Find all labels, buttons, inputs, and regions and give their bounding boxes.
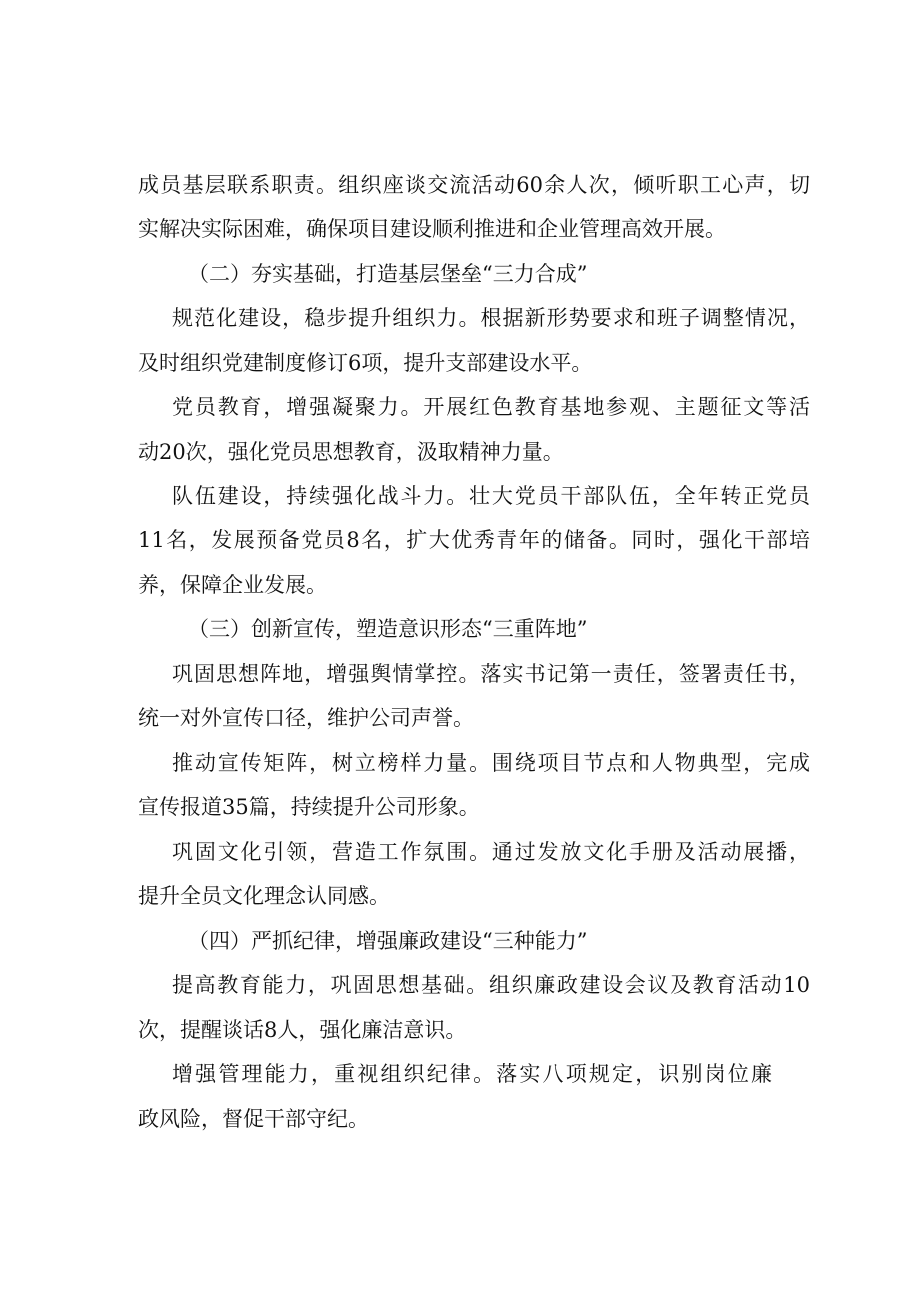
- paragraph-line: 增强管理能力，重视组织纪律。落实八项规定，识别岗位廉: [172, 1062, 772, 1086]
- paragraph-line: 及时组织党建制度修订6项，提升支部建设水平。: [138, 351, 593, 375]
- paragraph-line: 队伍建设，持续强化战斗力。壮大党员干部队伍，全年转正党员: [172, 484, 810, 508]
- paragraph-line: 成员基层联系职责。组织座谈交流活动60余人次，倾听职工心声，切: [138, 173, 810, 197]
- paragraph-line: 巩固思想阵地，增强舆情掌控。落实书记第一责任，签署责任书，: [172, 662, 810, 686]
- section-heading-3: （三）创新宣传，塑造意识形态“三重阵地”: [188, 617, 588, 641]
- paragraph-line: 养，保障企业发展。: [138, 573, 327, 597]
- paragraph-line: 次，提醒谈话8人，强化廉洁意识。: [138, 1018, 467, 1042]
- paragraph-line: 统一对外宣传口径，维护公司声誉。: [138, 706, 474, 730]
- paragraph-line: 巩固文化引领，营造工作氛围。通过发放文化手册及活动展播，: [172, 840, 810, 864]
- paragraph-line: 动20次，强化党员思想教育，汲取精神力量。: [138, 440, 564, 464]
- paragraph-line: 提高教育能力，巩固思想基础。组织廉政建设会议及教育活动10: [172, 973, 810, 997]
- paragraph-line: 宣传报道35篇，持续提升公司形象。: [138, 795, 480, 819]
- paragraph-line: 11名，发展预备党员8名，扩大优秀青年的储备。同时，强化干部培: [138, 528, 810, 552]
- paragraph-line: 政风险，督促干部守纪。: [138, 1107, 369, 1131]
- paragraph-line: 党员教育，增强凝聚力。开展红色教育基地参观、主题征文等活: [172, 395, 810, 419]
- paragraph-line: 提升全员文化理念认同感。: [138, 884, 390, 908]
- section-heading-2: （二）夯实基础，打造基层堡垒“三力合成”: [188, 262, 588, 286]
- paragraph-line: 实解决实际困难，确保项目建设顺利推进和企业管理高效开展。: [138, 217, 726, 241]
- section-heading-4: （四）严抓纪律，增强廉政建设“三种能力”: [188, 929, 588, 953]
- paragraph-line: 规范化建设，稳步提升组织力。根据新形势要求和班子调整情况，: [172, 306, 810, 330]
- paragraph-line: 推动宣传矩阵，树立榜样力量。围绕项目节点和人物典型，完成: [172, 751, 810, 775]
